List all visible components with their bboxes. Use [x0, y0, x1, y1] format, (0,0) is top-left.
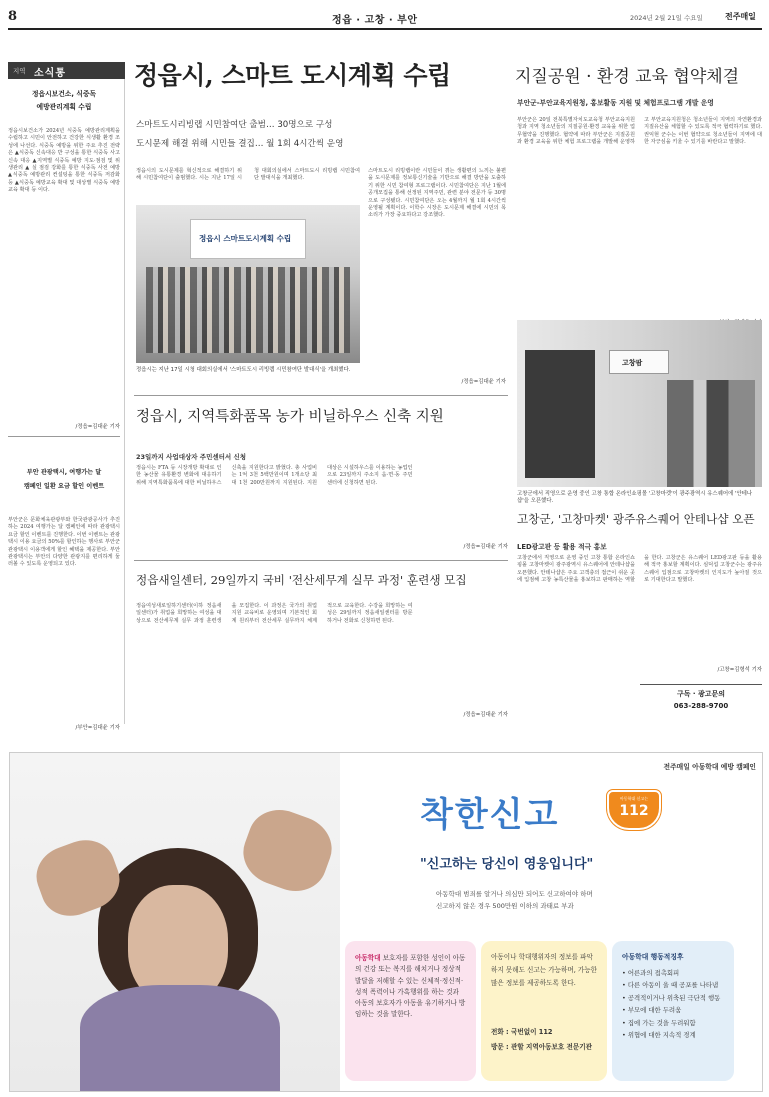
article1-lead: 정읍시의 도시문제를 혁신적으로 해결하기 위해 시민참여단이 출범했다. 시는 지난 17일 시청 대회의실에서 스마트도시 리빙랩 시민참여단 발대식을 개최했다. [136, 168, 360, 182]
article5-byline: /고창=김형석 기자 [717, 667, 762, 673]
ad-box3-item: • 공격적이거나 위축된 극단적 행동 [622, 993, 721, 1002]
issue-date: 2024년 2월 21일 수요일 [630, 14, 703, 22]
article1-photo [136, 205, 360, 363]
subscribe-box [640, 684, 762, 714]
article2-headline: 지질공원 · 환경 교육 협약체결 [515, 67, 740, 87]
article5-photo [517, 320, 762, 487]
ad-box2-contact2: 방문 : 관할 지역아동보호 전문기관 [491, 1043, 592, 1051]
article1-sub1: 스마트도시리빙랩 시민참여단 출범… 30명으로 구성 [136, 120, 333, 130]
article3-sub: 23일까지 사업대상자 주민센터서 신청 [136, 453, 247, 461]
article5-caption: 고창군에서 직영으로 운영 중인 고창 통합 온라인쇼핑몰 '고창마켓'이 광주광역시 유스퀘어에 '안테나샵'을 오픈했다. [517, 491, 753, 505]
ad-box3-item-text: 어른과의 접촉회피 [627, 969, 680, 977]
ad-box1-content [355, 953, 467, 1021]
article4-rule [134, 560, 508, 561]
photo-shelf [525, 350, 595, 478]
article4-headline: 정읍새일센터, 29일까지 국비 '전산세무계 실무 과정' 훈련생 모집 [136, 573, 467, 587]
sidebar-divider [8, 436, 120, 437]
ad-box3-item: • 집에 가는 것을 두려워함 [622, 1018, 696, 1027]
ad-box3-item-text: 위협에 대한 지속적 경계 [627, 1031, 696, 1040]
ad-banner [9, 752, 763, 1092]
article2-sub: 부안군-부안교육지원청, 홍보활동 지원 및 체험프로그램 개발 운영 [517, 99, 714, 107]
article3-byline: /정읍=김대윤 기자 [463, 544, 508, 550]
ad-sponsor: 전주매일 아동학대 예방 캠페인 [663, 763, 756, 771]
ad-box3 [612, 941, 734, 1081]
page-header [0, 0, 769, 30]
ad-badge-small: 아동학대 신고는 [619, 796, 649, 801]
article5-sub: LED광고판 등 활용 적극 홍보 [517, 543, 607, 551]
ad-slogan: "신고하는 당신이 영웅입니다" [420, 857, 594, 872]
section-title: 정읍 · 고창 · 부안 [332, 15, 418, 26]
ad-badge [607, 790, 661, 830]
brief1-title [8, 88, 120, 114]
ad-box3-item-text: 다른 아동이 울 때 공포를 나타냄 [627, 981, 719, 990]
article1-caption: 정읍시는 지난 17일 시청 대회의실에서 '스마트도시 리빙랩 시민참여단 발대식'을 개최했다. [136, 367, 351, 373]
article4-body: 정읍여성새로일하기센터(이하 정읍새일센터)가 취업을 희망하는 여성을 대상으로 전산세무계 실무 과정 훈련생을 모집한다. 이 과정은 국가의 취업 지원 교육비로 운영되며 기본적인 회계 원리부터 전산세무 실무까지 체계적으로 교육한다. 수강을 희망하는 여성은 29일까지 정읍새일센터를 방문하거나 전화로 신청하면 된다. [136, 603, 413, 624]
ad-box2-text: 아동이나 학대행위자의 정보를 파악하지 못해도 신고는 가능하며, 가능한 많은 정보를 제공하도록 한다. [491, 953, 598, 987]
page-number: 8 [8, 9, 18, 24]
subscribe-title: 구독 · 광고문의 [676, 690, 726, 698]
brief2-body: 부안군은 문화체육관광부와 한국관광공사가 추진하는 2024 여행가는 달 캠페인에 따라 관광택시 요금 할인 이벤트를 진행한다. 이번 이벤트는 관광택시 이용 요금의 50%를 할인하는 행사로 부안군 관광택시 이용객에게 할인 혜택을 제공한다. 부안 관광택시는 부안의 다양한 관광지를 편리하게 둘러볼 수 있도록 운영되고 있다. [8, 517, 120, 568]
ad-box2 [481, 941, 607, 1081]
ad-hand-right [235, 801, 341, 901]
ad-box1 [345, 941, 476, 1081]
subscribe-phone: 063-288-9700 [673, 702, 729, 710]
brief1-title-line1: 정읍시보건소, 식중독 [31, 90, 97, 98]
brief2-title-line1: 부안 관광택시, 여행가는 달 [26, 469, 102, 476]
article3-rule [134, 395, 508, 396]
ad-box1-text: 보호자를 포함한 성인이 아동의 건강 또는 복지를 해치거나 정상적 발달을 저해할 수 있는 신체적·정신적·성적 폭력이나 가혹행위를 하는 것과 아동의 보호자가 아동을 유기하거나 방임하는 것을 말한다. [355, 954, 466, 1019]
ad-desc1: 아동학대 범죄를 알거나 의심만 되어도 신고하여야 하며 [436, 890, 593, 898]
article1-headline: 정읍시, 스마트 도시계획 수립 [134, 61, 451, 90]
article1-body: 스마트도시 리빙랩이란 시민들이 겪는 생활편의 느끼는 불편을 도시문제를 정보통신기술을 기반으로 해결 방안을 도출하기 위한 시민 참여형 프로그램이다. 시민참여단은 지난 1월에 공개모집을 통해 선정된 지역주민, 관련 분야 전문가 등 30명으로 구성됐다. 시민참여단은 오는 4월까지 월 1회 4시간씩 운영될 계획이다. 이학수 시장은 도시문제 해결에 시민의 목소리가 가장 중요하다고 강조했다. [368, 168, 506, 219]
photo-people [667, 380, 755, 487]
ad-box3-list [622, 967, 730, 1041]
brief2-title [8, 466, 120, 494]
brief2-byline: /부안=김대윤 기자 [75, 725, 120, 731]
article2-body: 부안군은 20일 전북특별자치도교육청 부안교육지원청과 지역 청소년들의 지질공원·환경 교육을 위한 업무협약을 진행했다. 협약에 따라 부안군은 지질공원과 환경 교육을 위한 체험 프로그램을 개발해 운영하고 부안교육지원청은 청소년들이 지역의 자연환경과 지질유산을 체험할 수 있도록 적극 협력하기로 했다. 권익현 군수는 이번 협약으로 청소년들이 지역에 대한 자긍심을 키울 수 있기를 바란다고 말했다. [517, 117, 762, 146]
ad-logo: 착한신고 [420, 795, 560, 835]
ad-box3-item-text: 공격적이거나 위축된 극단적 행동 [627, 993, 721, 1002]
photo-sign [609, 350, 669, 374]
ad-box3-item-text: 부모에 대한 두려움 [627, 1006, 682, 1015]
ad-desc2: 신고하지 않은 경우 500만원 이하의 과태료 부과 [436, 902, 574, 910]
sidebar-tag-title: 소식통 [34, 68, 66, 79]
ad-box3-item: • 부모에 대한 두려움 [622, 1006, 682, 1015]
sidebar [8, 62, 125, 731]
article5-body: 고창군에서 직영으로 운영 중인 고창 통합 온라인쇼핑몰 고창마켓이 광주광역시 유스퀘어에 안테나샵을 오픈했다. 안테나샵은 주요 고객층의 접근이 쉬운 곳에 입점해 고창 농특산물을 홍보하고 판매하는 역할을 한다. 고창군은 유스퀘어 LED광고판 등을 활용해 적극 홍보할 계획이다. 심덕섭 고창군수는 광주유스퀘어 입점으로 고창마켓의 인지도가 높아질 것으로 기대한다고 말했다. [517, 555, 762, 584]
article5-headline: 고창군, '고창마켓' 광주유스퀘어 안테나샵 오픈 [517, 512, 755, 526]
photo-sign-text: 고창팜 [622, 359, 643, 367]
brief2-title-line2: 캠페인 일환 요금 할인 이벤트 [23, 483, 105, 490]
ad-box3-item: • 다른 아동이 울 때 공포를 나타냄 [622, 981, 719, 990]
ad-box3-item-text: 집에 가는 것을 두려워함 [627, 1018, 696, 1027]
article1-byline: /정읍=김대윤 기자 [461, 379, 506, 385]
article3-headline: 정읍시, 지역특화품목 농가 비닐하우스 신축 지원 [136, 409, 444, 425]
photo-banner-text: 정읍시 스마트도시계획 수립 [199, 234, 292, 243]
ad-image [10, 753, 340, 1091]
ad-box2-contact1: 전화 : 국번없이 112 [491, 1028, 553, 1036]
article3-body: 정읍시는 FTA 등 시장개방 확대로 인한 농산물 유통환경 변화에 대응하기 위해 지역특화품목에 대한 비닐하우스 신축을 지원한다고 밝혔다. 총 사업비는 1억 3천 5백만원이며 1개소당 최대 1천 200만원까지 지원된다. 지원 대상은 시설하우스를 이용하는 농업인으로 23일까지 주소지 읍·면·동 주민센터에 신청하면 된다. [136, 465, 413, 486]
ad-box1-title: 아동학대 [355, 954, 381, 962]
brief1-body: 정읍시보건소가 2024년 식중독 예방관리계획을 수립하고 시민이 안전하고 건강한 식생활 환경 조성에 나선다. 식중독 예방을 위한 주요 추진 전략은 ▲식중독 신속대응 반 구성을 통한 식중독 사고 신속 대응 ▲지역별 식중독 예방 지도·점검 및 위생관리 ▲ 실 점검 강화를 통한 식중독 사전 예방 ▲식중독 예방관리 컨설팅을 통한 식중독 저감화 등 ▲식중독 예방교육 확대 및 대상별 식중독 예방 교육 확대 등 이다. [8, 128, 120, 194]
article4-byline: /정읍=김대윤 기자 [463, 712, 508, 718]
ad-figure-body [80, 985, 280, 1091]
sidebar-tag-label: 지역 [13, 67, 26, 75]
ad-box3-item: • 위협에 대한 지속적 경계 [622, 1031, 696, 1040]
brief1-byline: /정읍=김대윤 기자 [75, 424, 120, 430]
photo-banner [190, 219, 306, 259]
article1-sub2: 도시문제 해결 위해 시민들 결집… 월 1회 4시간씩 운영 [136, 139, 344, 149]
brief1-title-line2: 예방관리계획 수립 [36, 103, 92, 111]
sidebar-tag [8, 62, 125, 79]
ad-box3-item: • 어른과의 접촉회피 [622, 969, 680, 977]
ad-badge-number: 112 [619, 803, 649, 819]
paper-name: 전주매일 [725, 12, 756, 21]
ad-box3-title: 아동학대 행동적징후 [622, 953, 684, 961]
header-rule [8, 28, 762, 30]
photo-crowd [146, 267, 350, 353]
